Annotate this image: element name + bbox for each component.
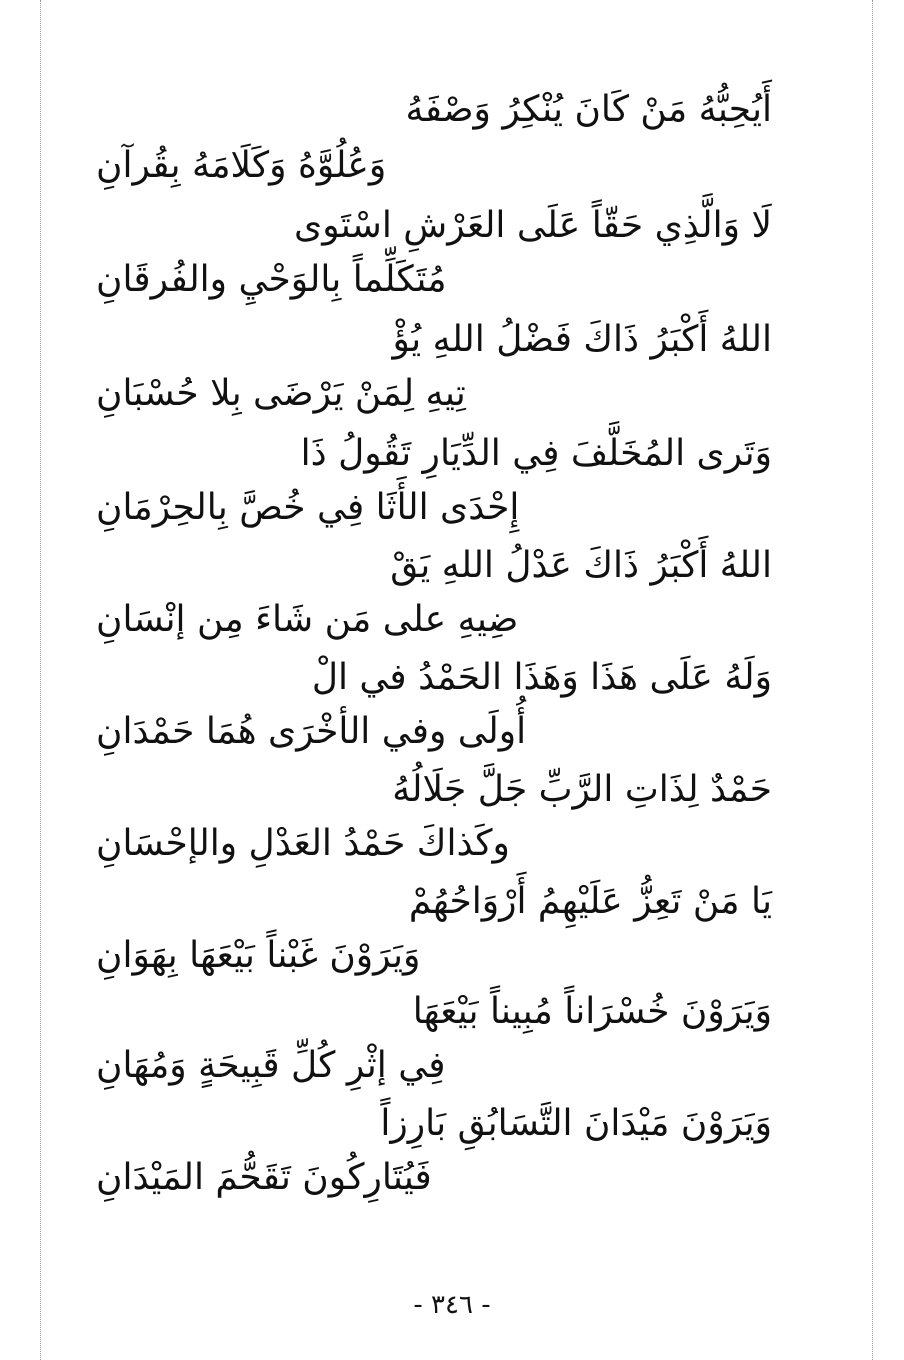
verse-5-first-hemistich: اللهُ أَكْبَرُ ذَاكَ عَدْلُ اللهِ يَقْ: [390, 545, 772, 586]
verse-2-second-hemistich: مُتَكَلِّماً بِالوَحْيِ والفُرقَانِ: [96, 259, 447, 300]
verse-10-second-hemistich: فَيُتَارِكُونَ تَقَحُّمَ المَيْدَانِ: [96, 1157, 432, 1198]
verse-7-first-hemistich: حَمْدٌ لِذَاتِ الرَّبِّ جَلَّ جَلَالُهُ: [392, 769, 772, 810]
verse-3-second-hemistich: تِيهِ لِمَنْ يَرْضَى بِلا حُسْبَانِ: [96, 373, 466, 414]
verse-9-second-hemistich: فِي إثْرِ كُلِّ قَبِيحَةٍ وَمُهَانِ: [96, 1045, 446, 1086]
verse-1-first-hemistich: أَيُحِبُّهُ مَنْ كَانَ يُنْكِرُ وَصْفَهُ: [405, 89, 772, 130]
verse-8-first-hemistich: يَا مَنْ تَعِزُّ عَلَيْهِمُ أَرْوَاحُهُمْ: [408, 881, 772, 922]
verse-3-first-hemistich: اللهُ أَكْبَرُ ذَاكَ فَضْلُ اللهِ يُؤْ: [392, 319, 772, 360]
verse-10-first-hemistich: وَيَرَوْنَ مَيْدَانَ التَّسَابُقِ بَارِزاً: [380, 1103, 772, 1144]
verse-5-second-hemistich: ضِيهِ على مَن شَاءَ مِن إنْسَانِ: [96, 599, 519, 640]
page-number: - ٣٤٦ -: [413, 1290, 491, 1320]
verse-6-second-hemistich: أُولَى وفي الأخْرَى هُمَا حَمْدَانِ: [96, 711, 527, 752]
verse-8-second-hemistich: وَيَرَوْنَ غَبْناً بَيْعَهَا بِهَوَانِ: [96, 935, 421, 976]
verse-4-second-hemistich: إِحْدَى الأَثَا فِي خُصَّ بِالحِرْمَانِ: [96, 487, 520, 528]
verse-7-second-hemistich: وكَذاكَ حَمْدُ العَدْلِ والإحْسَانِ: [96, 823, 510, 864]
verse-9-first-hemistich: وَيَرَوْنَ خُسْرَاناً مُبِيناً بَيْعَهَا: [412, 991, 772, 1032]
verse-2-first-hemistich: لَا وَالَّذِي حَقّاً عَلَى العَرْشِ اسْتَوى: [294, 205, 772, 246]
verse-4-first-hemistich: وَتَرى المُخَلَّفَ فِي الدِّيَارِ تَقُولُ ذَا: [300, 433, 772, 474]
verse-6-first-hemistich: وَلَهُ عَلَى هَذَا وَهَذَا الحَمْدُ في الْ: [311, 657, 772, 698]
verse-1-second-hemistich: وَعُلُوَّهُ وَكَلَامَهُ بِقُرآنِ: [96, 145, 387, 186]
